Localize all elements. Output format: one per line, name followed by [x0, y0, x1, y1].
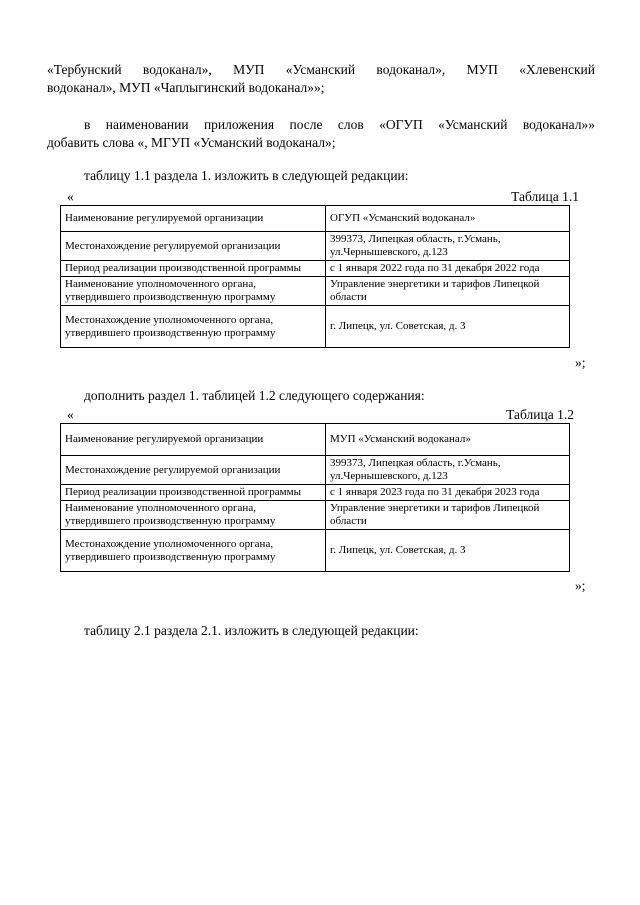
table-cell-label: Наименование уполномоченного органа, утвердившего производственную программу [61, 277, 326, 306]
table-caption: Таблица 1.1 [511, 189, 579, 204]
table-caption: Таблица 1.2 [506, 407, 574, 422]
table-cell-label: Наименование регулируемой организации [61, 424, 326, 456]
table-cell-value: Управление энергетики и тарифов Липецкой области [326, 277, 570, 306]
table-cell-label: Местонахождение регулируемой организации [61, 456, 326, 485]
table-cell-label: Местонахождение уполномоченного органа, утвердившего производственную программу [61, 306, 326, 348]
table-row [61, 261, 570, 277]
open-quote: « [67, 407, 74, 422]
table-cell-value: Управление энергетики и тарифов Липецкой области [326, 501, 570, 530]
table-cell-value: ОГУП «Усманский водоканал» [326, 206, 570, 232]
table-cell-value: 399373, Липецкая область, г.Усмань, ул.Чернышевского, д.123 [326, 456, 570, 485]
table-cell-value: г. Липецк, ул. Советская, д. 3 [326, 530, 570, 572]
table-cell-label: Местонахождение регулируемой организации [61, 232, 326, 261]
paragraph-table-1-2-intro: дополнить раздел 1. таблицей 1.2 следующего содержания: [84, 388, 425, 403]
close-quote: »; [575, 578, 586, 593]
table-cell-value: с 1 января 2022 года по 31 декабря 2022 года [326, 261, 570, 277]
table-row [61, 501, 570, 530]
paragraph-line: водоканал», МУП «Чаплыгинский водоканал»»; [47, 80, 325, 95]
paragraph-line: «Тербунский водоканал», МУП «Усманский водоканал», МУП «Хлевенский [47, 62, 595, 77]
paragraph-line: добавить слова «, МГУП «Усманский водоканал»; [47, 135, 336, 150]
table-cell-label: Местонахождение уполномоченного органа, утвердившего производственную программу [61, 530, 326, 572]
table-cell-label: Наименование регулируемой организации [61, 206, 326, 232]
table-row [61, 206, 570, 232]
table-row [61, 456, 570, 485]
table-row [61, 485, 570, 501]
table-1-1-label-row [67, 189, 579, 205]
open-quote: « [67, 189, 74, 204]
table-cell-value: г. Липецк, ул. Советская, д. 3 [326, 306, 570, 348]
table-1-2 [60, 423, 570, 572]
paragraph-naming [47, 116, 595, 152]
table-cell-label: Наименование уполномоченного органа, утвердившего производственную программу [61, 501, 326, 530]
table-1-2-label-row [67, 407, 579, 423]
table-cell-value: 399373, Липецкая область, г.Усмань, ул.Чернышевского, д.123 [326, 232, 570, 261]
table-row [61, 424, 570, 456]
table-cell-value: МУП «Усманский водоканал» [326, 424, 570, 456]
paragraph-table-2-1-intro: таблицу 2.1 раздела 2.1. изложить в следующей редакции: [84, 623, 419, 638]
table-row [61, 306, 570, 348]
table-row [61, 277, 570, 306]
table-cell-label: Период реализации производственной программы [61, 485, 326, 501]
paragraph-continuation [47, 61, 595, 97]
table-1-1 [60, 205, 570, 348]
table-cell-value: с 1 января 2023 года по 31 декабря 2023 года [326, 485, 570, 501]
table-cell-label: Период реализации производственной программы [61, 261, 326, 277]
paragraph-table-1-1-intro: таблицу 1.1 раздела 1. изложить в следующей редакции: [84, 168, 409, 183]
close-quote: »; [575, 355, 586, 370]
table-row [61, 530, 570, 572]
table-row [61, 232, 570, 261]
paragraph-line: в наименовании приложения после слов «ОГУП «Усманский водоканал»» [84, 117, 595, 132]
